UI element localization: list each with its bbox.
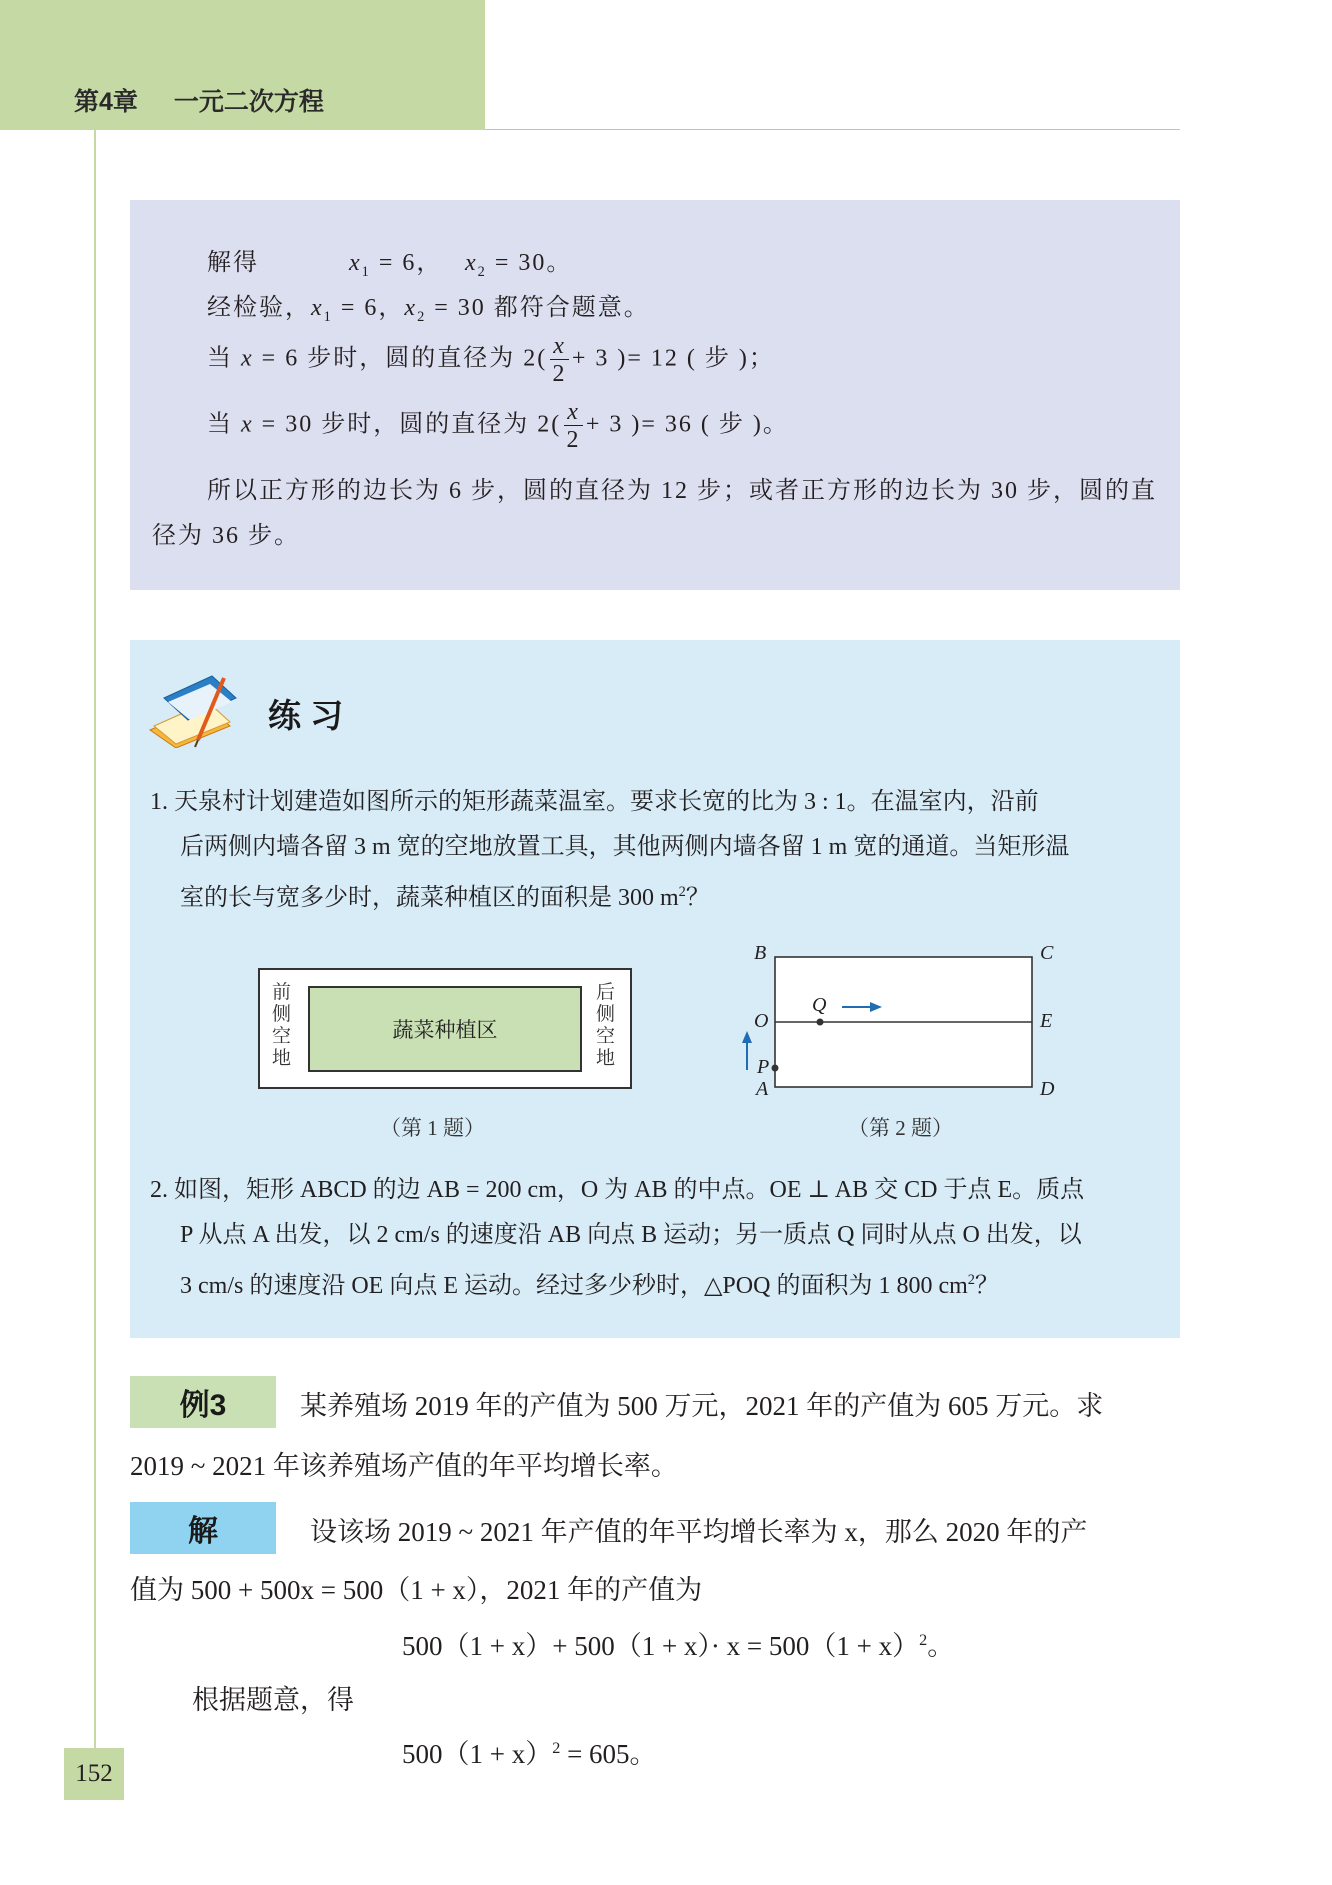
fraction-x-over-2: $\frac{x}{2}$ <box>550 334 569 386</box>
fig2-label-D: D <box>1040 1078 1055 1100</box>
books-icon <box>146 668 256 748</box>
fraction-x-over-2: $\frac{x}{2}$ <box>564 400 583 452</box>
figure-1-center-label: 蔬菜种植区 <box>392 1019 498 1042</box>
figure-2 <box>720 935 1070 1105</box>
page-number: 152 <box>64 1748 124 1800</box>
practice-question-1: 1. 天泉村计划建造如图所示的矩形蔬菜温室。要求长宽的比为 3 : 1。在温室内，沿前 后两侧内墙各留 3 m 宽的空地放置工具，其他两侧内墙各留 1 m 宽的通道。当矩形温 室的长与宽多少时，蔬菜种植区的面积是 300 $m^2$？ <box>150 789 1070 911</box>
solution-label: 解 <box>130 1502 276 1554</box>
fig2-label-P: P <box>757 1056 770 1078</box>
case-6-line: 当 x = 6 步时，圆的直径为 2( $\frac{x}{2}$ + 3 )= 12 ( 步 )； <box>207 333 775 387</box>
figure-1-right-label: 后 侧 空 地 <box>596 982 616 1069</box>
example-3-text-1: 某养殖场 2019 年的产值为 500 万元，2021 年的产值为 605 万元。求 <box>300 1391 1104 1421</box>
solution-equation-1: $500(1 + x)+ 500(1 + x)\cdot x = 500(1 + x)^2$。 <box>402 1631 955 1661</box>
conclusion-line-2: 径为 36 步。 <box>152 523 300 549</box>
fig2-label-Q: Q <box>812 994 827 1016</box>
case-30-line: 当 x = 30 步时，圆的直径为 2( $\frac{x}{2}$ + 3 )= 36 ( 步 )。 <box>207 399 789 453</box>
chapter-heading <box>74 82 324 118</box>
practice-question-2: 2. 如图，矩形 ABCD 的边 AB = 200 cm，O 为 AB 的中点。OE ⊥ AB 交 CD 于点 E。质点 P 从点 A 出发，以 2 cm/s 的速度沿 AB 向点 B 运动；另一质点 Q 同时从点 O 出发，以 3 cm/s 的速度沿 OE 向点 E 运动。经过多少秒时，△POQ 的面积为 1 800 $cm^2$？ <box>150 1177 1085 1299</box>
figure-1-left-label: 前 侧 空 地 <box>272 982 292 1069</box>
solution-equation-2: $500(1 + x)^2 = 605$。 <box>402 1739 657 1769</box>
practice-heading: 练 习 <box>268 697 344 734</box>
header-rule <box>485 129 1180 130</box>
fig2-label-A: A <box>756 1078 769 1100</box>
fig2-label-E: E <box>1040 1010 1053 1032</box>
check-line: 经检验，$x_1 = 6$，$x_2 = 30$ 都符合题意。 <box>207 295 650 325</box>
margin-line <box>94 130 96 1760</box>
fig2-label-B: B <box>754 942 767 964</box>
fig2-label-O: O <box>754 1010 769 1032</box>
example-3-text-2: 2019 ~ 2021 年该养殖场产值的年平均增长率。 <box>130 1451 678 1481</box>
solution-text-3: 根据题意，得 <box>192 1685 354 1715</box>
example-3-label: 例3 <box>130 1376 276 1428</box>
figure-2-caption: （第 2 题） <box>848 1116 953 1140</box>
figure-1-caption: （第 1 题） <box>380 1116 485 1140</box>
solved-line: 解得 $x_1 = 6$， $x_2 = 30$。 <box>207 250 573 280</box>
conclusion-line: 所以正方形的边长为 6 步，圆的直径为 12 步；或者正方形的边长为 30 步，圆的直 <box>207 478 1157 504</box>
chapter-number: 第4章 <box>74 88 138 116</box>
fig2-label-C: C <box>1040 942 1054 964</box>
chapter-title: 一元二次方程 <box>173 88 324 116</box>
solution-text-1: 设该场 2019 ~ 2021 年产值的年平均增长率为 x，那么 2020 年的产 <box>310 1517 1088 1547</box>
solution-text-2: 值为 500 + 500x = 500（1 + x），2021 年的产值为 <box>130 1575 703 1605</box>
